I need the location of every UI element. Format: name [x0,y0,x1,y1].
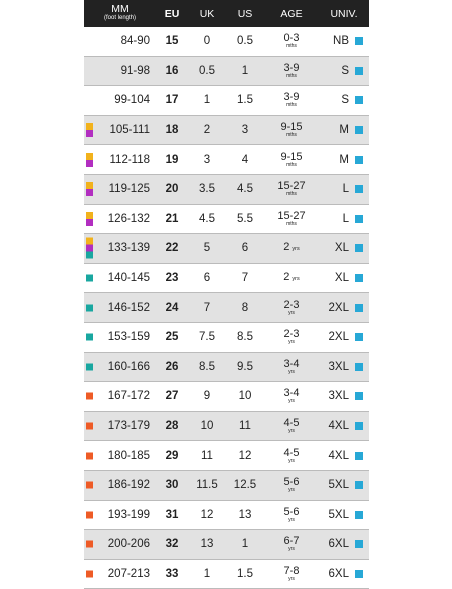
cell-us: 10 [238,390,252,403]
cell-mm [84,154,156,166]
cell-eu: 32 [165,538,179,551]
cell-age [264,359,319,375]
size-tags [86,304,93,311]
univ-size-icon [355,333,363,341]
age-unit: yrs [288,368,295,375]
size-tag-yellow-icon [86,123,93,130]
cell-univ [319,242,369,254]
cell-eu: 30 [165,479,179,492]
cell-us: 4.5 [237,183,253,196]
cell-uk: 2 [203,124,211,137]
table-row [84,560,369,589]
cell-univ [319,361,369,373]
cell-age [264,242,319,254]
cell-mm [84,94,156,106]
size-tags [86,334,93,341]
table-row [84,353,369,383]
age-value: 4-5 [283,446,300,459]
size-tag-purple-icon [86,245,93,252]
cell-uk: 11.5 [196,479,218,492]
table-row [84,116,369,146]
cell-us: 1.5 [237,94,253,107]
univ-size-icon [355,481,363,489]
cell-mm [84,242,156,254]
size-tags [86,153,93,167]
cell-eu: 16 [165,64,179,77]
age-unit: mths [286,191,297,198]
univ-value: 6XL [328,567,349,580]
size-chart-body [84,27,369,589]
univ-size-icon [355,96,363,104]
univ-value: 5XL [328,479,349,492]
cell-uk: 9 [203,390,211,403]
cell-age [264,507,319,523]
cell-mm [84,479,156,491]
size-tag-yellow-icon [86,238,93,245]
mm-value: 193-199 [107,508,150,521]
cell-univ [319,568,369,580]
table-row [84,86,369,116]
cell-uk: 12 [200,508,214,521]
univ-size-icon [355,156,363,164]
table-row [84,293,369,323]
univ-size-icon [355,540,363,548]
size-tag-orange-icon [86,570,93,577]
cell-univ [319,35,369,47]
age-unit: mths [286,72,297,79]
cell-mm [84,124,156,136]
age-value: 15-27 [277,209,306,222]
mm-value: 180-185 [107,449,150,462]
cell-age [264,536,319,552]
cell-uk: 7 [203,301,211,314]
univ-size-icon [355,244,363,252]
cell-eu: 25 [165,331,179,344]
size-tag-teal-icon [86,275,93,282]
table-row [84,57,369,87]
header-eu: EU [164,7,180,20]
mm-value: 153-159 [107,331,150,344]
table-row [84,323,369,353]
cell-eu: 23 [165,272,179,285]
size-tag-purple-icon [86,160,93,167]
univ-value: 3XL [328,390,349,403]
cell-mm [84,331,156,343]
univ-value: 2XL [328,301,349,314]
cell-age [264,211,319,227]
cell-mm [84,509,156,521]
size-tags [86,482,93,489]
cell-univ [319,213,369,225]
table-row [84,412,369,442]
table-row [84,264,369,294]
univ-value: NB [333,35,349,48]
univ-value: 5XL [328,508,349,521]
header-univ: UNIV. [330,7,358,20]
table-row [84,234,369,264]
univ-size-icon [355,422,363,430]
cell-uk: 0 [203,35,211,48]
cell-univ [319,509,369,521]
age-value: 9-15 [280,150,303,163]
mm-value: 91-98 [120,64,150,77]
univ-value: L [342,183,349,196]
cell-age [264,418,319,434]
cell-us: 11 [239,420,251,433]
mm-value: 99-104 [114,94,150,107]
cell-univ [319,420,369,432]
cell-us: 1.5 [237,567,253,580]
univ-size-icon [355,511,363,519]
size-tags [86,238,93,259]
age-value: 3-4 [283,357,300,370]
cell-age [264,566,319,582]
mm-value: 186-192 [107,479,150,492]
cell-age [264,152,319,168]
mm-value: 112-118 [109,153,150,166]
cell-univ [319,390,369,402]
cell-eu: 20 [165,183,179,196]
cell-mm [84,361,156,373]
cell-uk: 7.5 [199,331,215,344]
univ-value: 4XL [328,420,349,433]
table-row [84,501,369,531]
cell-us: 8.5 [237,331,253,344]
table-row [84,175,369,205]
size-tags [86,182,93,196]
univ-size-icon [355,215,363,223]
univ-size-icon [355,363,363,371]
cell-mm [84,35,156,47]
univ-size-icon [355,274,363,282]
table-row [84,530,369,560]
cell-age [264,63,319,79]
age-value: 2 [283,241,290,254]
cell-us: 6 [241,242,249,255]
size-tag-orange-icon [86,393,93,400]
cell-eu: 17 [165,94,179,107]
cell-uk: 4.5 [199,212,215,225]
cell-mm [84,183,156,195]
cell-us: 0.5 [237,35,253,48]
cell-us: 1 [241,538,249,551]
age-unit: yrs [288,457,295,464]
univ-size-icon [355,392,363,400]
age-value: 2 [283,271,290,284]
cell-univ [319,183,369,195]
cell-uk: 11 [201,449,213,462]
size-tag-purple-icon [86,130,93,137]
age-value: 3-9 [283,91,300,104]
cell-univ [319,479,369,491]
cell-univ [319,302,369,314]
cell-eu: 27 [165,390,179,403]
cell-univ [319,450,369,462]
univ-value: 3XL [328,360,349,373]
cell-eu: 21 [165,212,179,225]
age-unit: yrs [292,276,300,283]
size-tags [86,452,93,459]
cell-age [264,122,319,138]
age-unit: yrs [288,309,295,316]
size-tag-purple-icon [86,189,93,196]
table-row [84,27,369,57]
table-row [84,205,369,235]
age-value: 3-4 [283,387,300,400]
cell-age [264,272,319,284]
mm-value: 84-90 [120,35,150,48]
age-unit: mths [286,220,297,227]
cell-univ [319,331,369,343]
cell-us: 5.5 [237,212,253,225]
cell-univ [319,94,369,106]
univ-size-icon [355,304,363,312]
table-row [84,145,369,175]
cell-uk: 0.5 [199,64,215,77]
cell-us: 4 [241,153,249,166]
size-chart [84,0,369,589]
cell-mm [84,213,156,225]
univ-size-icon [355,185,363,193]
cell-us: 12.5 [233,479,257,492]
age-value: 7-8 [283,564,300,577]
age-unit: mths [286,161,297,168]
univ-value: M [339,153,349,166]
mm-value: 173-179 [107,420,150,433]
cell-eu: 19 [165,153,179,166]
age-unit: mths [286,132,297,139]
cell-age [264,181,319,197]
cell-univ [319,538,369,550]
cell-eu: 31 [165,508,179,521]
cell-eu: 15 [165,35,179,48]
header-mm-label: MM [111,2,129,15]
mm-value: 200-206 [107,538,150,551]
size-tag-yellow-icon [86,153,93,160]
univ-size-icon [355,570,363,578]
cell-mm [84,272,156,284]
cell-uk: 10 [200,420,214,433]
cell-univ [319,272,369,284]
cell-eu: 33 [165,567,179,580]
age-value: 6-7 [283,535,300,548]
cell-us: 1 [241,64,249,77]
cell-uk: 1 [203,567,211,580]
cell-mm [84,450,156,462]
mm-value: 126-132 [107,212,150,225]
cell-mm [84,538,156,550]
size-tag-orange-icon [86,452,93,459]
univ-value: 6XL [328,538,349,551]
mm-value: 160-166 [107,360,150,373]
cell-uk: 13 [200,538,214,551]
header-us: US [237,7,253,20]
cell-us: 8 [241,301,249,314]
cell-univ [319,65,369,77]
size-tags [86,570,93,577]
univ-value: S [341,64,349,77]
cell-eu: 24 [165,301,179,314]
size-tag-purple-icon [86,219,93,226]
cell-mm [84,302,156,314]
age-unit: mths [286,43,297,50]
header-mm [84,2,156,23]
age-value: 0-3 [283,32,300,45]
age-unit: yrs [288,516,295,523]
age-value: 5-6 [283,505,300,518]
age-unit: yrs [288,428,295,435]
univ-size-icon [355,37,363,45]
univ-value: 4XL [328,449,349,462]
age-unit: yrs [288,398,295,405]
cell-mm [84,568,156,580]
cell-age [264,477,319,493]
cell-eu: 18 [165,124,179,137]
mm-value: 105-111 [109,124,150,137]
univ-size-icon [355,452,363,460]
cell-us: 9.5 [237,360,253,373]
size-tags [86,541,93,548]
size-tag-teal-icon [86,363,93,370]
size-tags [86,393,93,400]
univ-value: L [342,212,349,225]
cell-uk: 8.5 [199,360,215,373]
cell-mm [84,390,156,402]
age-value: 2-3 [283,328,300,341]
cell-uk: 3 [203,153,211,166]
univ-size-icon [355,67,363,75]
mm-value: 119-125 [108,183,150,196]
age-value: 3-9 [283,61,300,74]
age-unit: mths [286,102,297,109]
size-tag-teal-icon [86,252,93,259]
mm-value: 146-152 [107,301,150,314]
age-unit: yrs [288,487,295,494]
univ-size-icon [355,126,363,134]
cell-age [264,33,319,49]
size-tag-orange-icon [86,511,93,518]
univ-value: XL [334,242,349,255]
size-tags [86,423,93,430]
mm-value: 207-213 [107,567,150,580]
age-unit: yrs [288,339,295,346]
size-tags [86,363,93,370]
age-unit: yrs [288,575,295,582]
cell-age [264,448,319,464]
cell-mm [84,420,156,432]
cell-us: 7 [241,272,249,285]
univ-value: XL [334,272,349,285]
size-tag-orange-icon [86,482,93,489]
age-unit: yrs [292,246,300,253]
cell-us: 13 [238,508,252,521]
cell-uk: 5 [203,242,211,255]
size-tag-yellow-icon [86,182,93,189]
cell-uk: 1 [203,94,211,107]
cell-uk: 6 [203,272,211,285]
univ-value: 2XL [328,331,349,344]
univ-value: M [339,124,349,137]
cell-univ [319,124,369,136]
age-value: 2-3 [283,298,300,311]
cell-eu: 22 [165,242,179,255]
table-row [84,471,369,501]
size-tag-teal-icon [86,334,93,341]
size-tag-orange-icon [86,423,93,430]
header-mm-sub: (foot length) [103,14,137,21]
cell-uk: 3.5 [199,183,215,196]
age-value: 15-27 [277,180,306,193]
size-tags [86,212,93,226]
header-age: AGE [280,7,303,20]
cell-univ [319,154,369,166]
size-tag-teal-icon [86,304,93,311]
size-tags [86,123,93,137]
cell-age [264,329,319,345]
cell-eu: 28 [165,420,179,433]
mm-value: 133-139 [107,242,150,255]
table-row [84,441,369,471]
cell-us: 3 [241,124,249,137]
size-tag-yellow-icon [86,212,93,219]
age-value: 4-5 [283,417,300,430]
header-uk: UK [199,7,215,20]
cell-eu: 29 [165,449,179,462]
size-chart-header [84,0,369,27]
univ-value: S [341,94,349,107]
age-unit: yrs [288,546,295,553]
mm-value: 140-145 [107,272,150,285]
age-value: 9-15 [280,121,303,134]
cell-eu: 26 [165,360,179,373]
size-tags [86,275,93,282]
age-value: 5-6 [283,476,300,489]
cell-age [264,92,319,108]
size-tag-orange-icon [86,541,93,548]
size-tags [86,511,93,518]
cell-us: 12 [238,449,252,462]
cell-age [264,300,319,316]
cell-mm [84,65,156,77]
cell-age [264,388,319,404]
mm-value: 167-172 [107,390,150,403]
table-row [84,382,369,412]
